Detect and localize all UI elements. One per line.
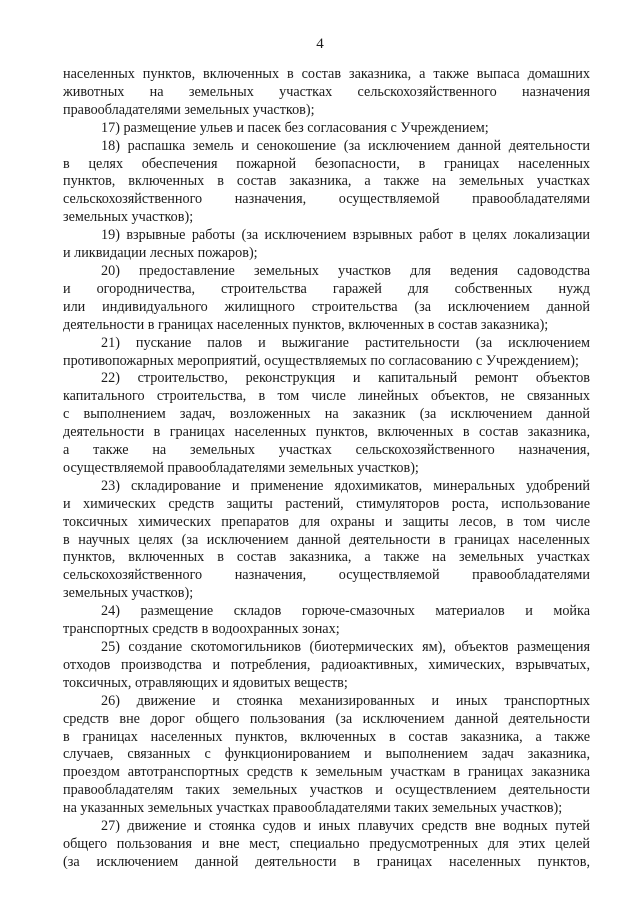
text-line: 27) движение и стоянка судов и иных плавучих средств вне водных путей [101,818,590,835]
text-line: земельных участков); [63,585,194,602]
paragraph [63,693,590,818]
text-line: животных на земельных участках сельскохозяйственного назначения [63,83,590,100]
text-line: 23) складирование и применение ядохимикатов, минеральных удобрений [101,477,590,494]
text-line: случаев, связанных с функционированием и выполнением задач заказника, [63,746,590,763]
text-line: 21) пускание палов и выжигание растительности (за исключением [101,334,590,351]
paragraph [63,120,590,138]
text-line: противопожарных мероприятий, осуществляемых по согласованию с Учреждением); [63,352,579,369]
text-line: средств вне дорог общего пользования (за исключением данной деятельности [63,710,590,727]
text-line: на указанных земельных участках правообладателями таких земельных участков); [63,800,563,817]
text-line: 25) создание скотомогильников (биотермических ям), объектов размещения [101,639,590,655]
text-line: в научных целях (за исключением данной деятельности в границах населенных [63,531,590,548]
document-body [63,66,590,872]
text-line: населенных пунктов, включенных в состав заказника, а также выпаса домашних [63,66,590,82]
text-line: общего пользования и вне мест, специально предусмотренных для этих целей [63,835,590,852]
paragraph [63,227,590,263]
paragraph [63,639,590,693]
text-line: земельных участков); [63,209,194,226]
text-line: в границах населенных пунктов, включенных в состав заказника, а также [63,728,590,745]
text-line: пунктов, включенных в состав заказника, а также на земельных участках [63,173,590,190]
text-line: в целях обеспечения пожарной безопасности, в границах населенных [63,155,590,172]
paragraph [63,603,590,639]
text-line: с выполнением задач, возложенных на заказник (за исключением данной [63,406,590,423]
text-line: сельскохозяйственного назначения, осуществляемой правообладателями [63,191,590,208]
text-line: 20) предоставление земельных участков для ведения садоводства [101,262,590,279]
text-line: токсичных химических препаратов для охраны и защиты лесов, в том числе [63,513,590,530]
paragraph [63,335,590,371]
page-number: 4 [316,36,324,52]
text-line: 17) размещение ульев и пасек без согласования с Учреждением; [101,119,489,136]
text-line: или индивидуального жилищного строительства (за исключением данной [63,298,590,315]
text-line: деятельности в границах населенных пунктов, включенных в состав заказника, [63,424,590,441]
paragraph [63,66,590,120]
text-line: транспортных средств в водоохранных зонах; [63,621,340,638]
text-line: и химических средств защиты растений, стимуляторов роста, использование [63,495,590,512]
text-line: правообладателям таких земельных участков и осуществлением деятельности [63,782,590,799]
text-line: пунктов, включенных в состав заказника, а также на земельных участках [63,549,590,566]
text-line: и огородничества, строительства гаражей для собственных нужд [63,280,590,297]
text-line: а также на земельных участках сельскохозяйственного назначения, [63,442,590,459]
text-line: 26) движение и стоянка механизированных и иных транспортных [101,692,590,709]
text-line: отходов производства и потребления, радиоактивных, химических, взрывчатых, [63,656,590,673]
paragraph [63,263,590,335]
text-line: капитального строительства, в том числе линейных объектов, не связанных [63,388,590,405]
text-line: осуществляемой правообладателями земельных участков); [63,459,419,476]
paragraph [63,478,590,603]
text-line: деятельности в границах населенных пунктов, включенных в состав заказника); [63,316,549,333]
paragraph [63,138,590,228]
paragraph [63,370,590,477]
text-line: и ликвидации лесных пожаров); [63,245,258,262]
text-line: проездом автотранспортных средств к земельным участкам в границах заказника [63,764,590,781]
text-line: (за исключением данной деятельности в границах населенных пунктов, [63,853,590,870]
text-line: 24) размещение складов горюче-смазочных материалов и мойка [101,603,590,620]
text-line: 18) распашка земель и сенокошение (за исключением данной деятельности [101,137,590,154]
paragraph [63,818,590,872]
text-line: 22) строительство, реконструкция и капитальный ремонт объектов [101,370,590,387]
text-line: токсичных, отравляющих и ядовитых веществ; [63,674,348,691]
text-line: сельскохозяйственного назначения, осуществляемой правообладателями [63,567,590,584]
text-line: правообладателями земельных участков); [63,101,315,118]
text-line: 19) взрывные работы (за исключением взрывных работ в целях локализации [101,227,590,244]
